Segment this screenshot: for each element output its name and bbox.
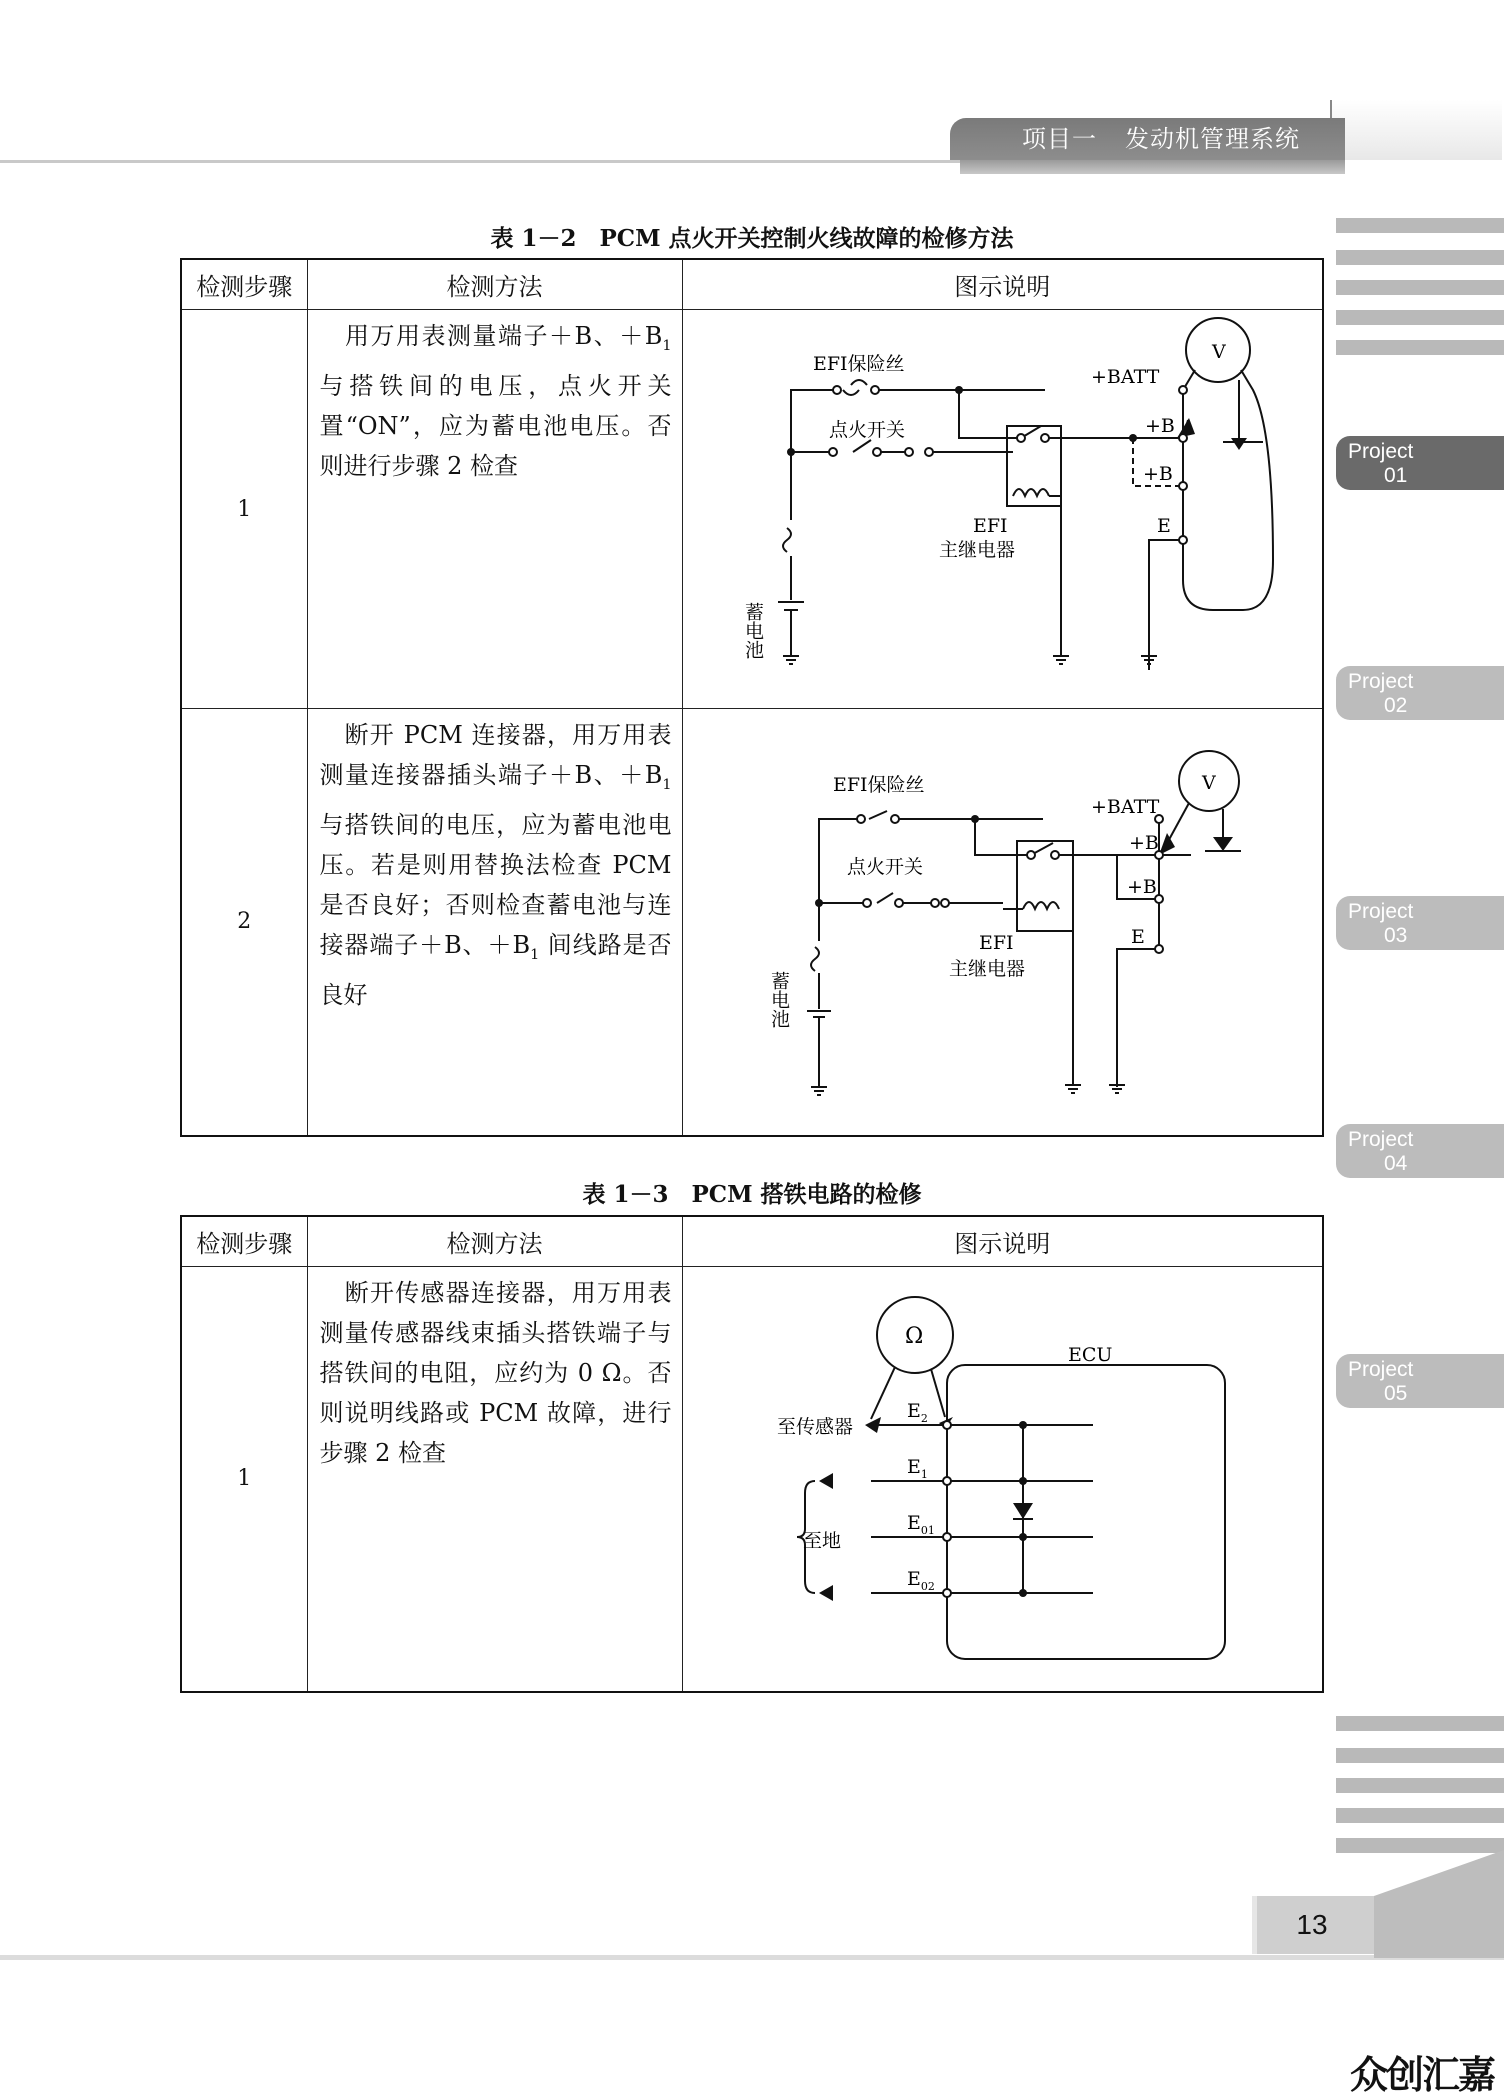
label-fuse: EFI保险丝 bbox=[812, 353, 905, 375]
side-stripe bbox=[1336, 280, 1504, 295]
header-step: 检测步骤 bbox=[181, 1216, 307, 1267]
meter-v: V bbox=[1201, 772, 1216, 794]
pin-e02: $E_{02}$ bbox=[906, 1568, 935, 1593]
label-to-sensor: 至传感器 bbox=[776, 1416, 853, 1438]
side-stripe bbox=[1336, 1716, 1504, 1731]
header-corner-decoration bbox=[1330, 100, 1502, 160]
header-method: 检测方法 bbox=[307, 1216, 682, 1267]
label-relay: EFI bbox=[978, 932, 1014, 954]
header-step: 检测步骤 bbox=[181, 259, 307, 310]
tab-project-02[interactable]: Project 02 bbox=[1336, 666, 1504, 720]
table-caption: 表 1－3 PCM 搭铁电路的检修 bbox=[582, 1181, 922, 1208]
label-e1: E bbox=[1156, 515, 1171, 537]
label-switch: 点火开关 bbox=[846, 856, 923, 878]
tab-project-03[interactable]: Project 03 bbox=[1336, 896, 1504, 950]
table-row bbox=[181, 709, 1323, 1136]
side-stripe bbox=[1336, 310, 1504, 325]
circuit-diagram-2 bbox=[682, 709, 1323, 1136]
label-b: +B bbox=[1128, 832, 1159, 854]
header-diagram: 图示说明 bbox=[682, 259, 1323, 310]
side-stripe bbox=[1336, 1778, 1504, 1793]
pin-e01: $E_{01}$ bbox=[906, 1512, 935, 1537]
label-relay-name: 主继电器 bbox=[938, 539, 1015, 561]
method-text: 断开传感器连接器，用万用表测量传感器线束插头搭铁端子与搭铁间的电阻，应约为 0 Ω。否则说明线路或 PCM 故障，进行步骤 2 检查 bbox=[307, 1267, 682, 1692]
table-caption: 表 1－2 PCM 点火开关控制火线故障的检修方法 bbox=[490, 225, 1014, 252]
repair-table-1-3 bbox=[180, 1215, 1324, 1693]
tab-project-01[interactable]: Project 01 bbox=[1336, 436, 1504, 490]
repair-table-1-2 bbox=[180, 258, 1324, 1137]
label-b: +B bbox=[1144, 415, 1175, 437]
label-relay: EFI bbox=[972, 515, 1008, 537]
side-stripe bbox=[1336, 340, 1504, 355]
meter-v: V bbox=[1211, 341, 1226, 363]
label-ecu: ECU bbox=[1067, 1344, 1112, 1366]
label-relay-name: 主继电器 bbox=[948, 958, 1025, 980]
header-tab-shadow bbox=[960, 160, 1345, 174]
label-fuse: EFI保险丝 bbox=[832, 774, 925, 796]
circuit-diagram-1 bbox=[682, 310, 1323, 709]
tab-project-04[interactable]: Project 04 bbox=[1336, 1124, 1504, 1178]
label-b1: +B bbox=[1142, 463, 1173, 485]
table-row bbox=[181, 1267, 1323, 1692]
watermark-logo: 众创汇嘉 bbox=[1350, 2053, 1495, 2097]
page-number: 13 bbox=[1296, 1909, 1328, 1940]
method-text: 断开 PCM 连接器，用万用表测量连接器插头端子＋B、$+B_1$与搭铁间的电压，应为蓄电池电压。若是则用替换法检查 PCM 是否良好；否则检查蓄电池与连接器端子＋B、$+B_1$ 间线路是否良好 bbox=[307, 709, 682, 1136]
chapter-title: 发动机管理系统 bbox=[1125, 125, 1300, 153]
page-corner-decoration bbox=[1374, 1850, 1504, 1958]
header-diagram: 图示说明 bbox=[682, 1216, 1323, 1267]
label-battery: 蓄电池 bbox=[767, 971, 790, 1028]
pin-e2: $E_2$ bbox=[906, 1400, 928, 1425]
label-batt: +BATT bbox=[1090, 796, 1159, 818]
side-stripe bbox=[1336, 1748, 1504, 1763]
label-to-ground: 至地 bbox=[802, 1530, 841, 1552]
label-batt: +BATT bbox=[1090, 366, 1159, 388]
step-number: 1 bbox=[181, 1267, 307, 1692]
header-method: 检测方法 bbox=[307, 259, 682, 310]
tab-project-05[interactable]: Project 05 bbox=[1336, 1354, 1504, 1408]
table-row bbox=[181, 310, 1323, 709]
chapter-project: 项目一 bbox=[1022, 125, 1097, 153]
ohm-meter: Ω bbox=[904, 1324, 923, 1349]
pin-e1: $E_1$ bbox=[906, 1456, 928, 1481]
label-switch: 点火开关 bbox=[828, 419, 905, 441]
step-number: 1 bbox=[181, 310, 307, 709]
ecu-ground-diagram bbox=[682, 1267, 1323, 1692]
step-number: 2 bbox=[181, 709, 307, 1136]
chapter-header bbox=[950, 118, 1345, 160]
label-b1: +B bbox=[1126, 876, 1157, 898]
method-text: 用万用表测量端子＋B、$+B_1$与搭铁间的电压，点火开关置“ON”，应为蓄电池电压。否则进行步骤 2 检查 bbox=[307, 310, 682, 709]
label-battery: 蓄电池 bbox=[741, 602, 764, 659]
label-e1: E bbox=[1130, 926, 1145, 948]
footer-rule bbox=[0, 1955, 1504, 1960]
side-stripe bbox=[1336, 1808, 1504, 1823]
